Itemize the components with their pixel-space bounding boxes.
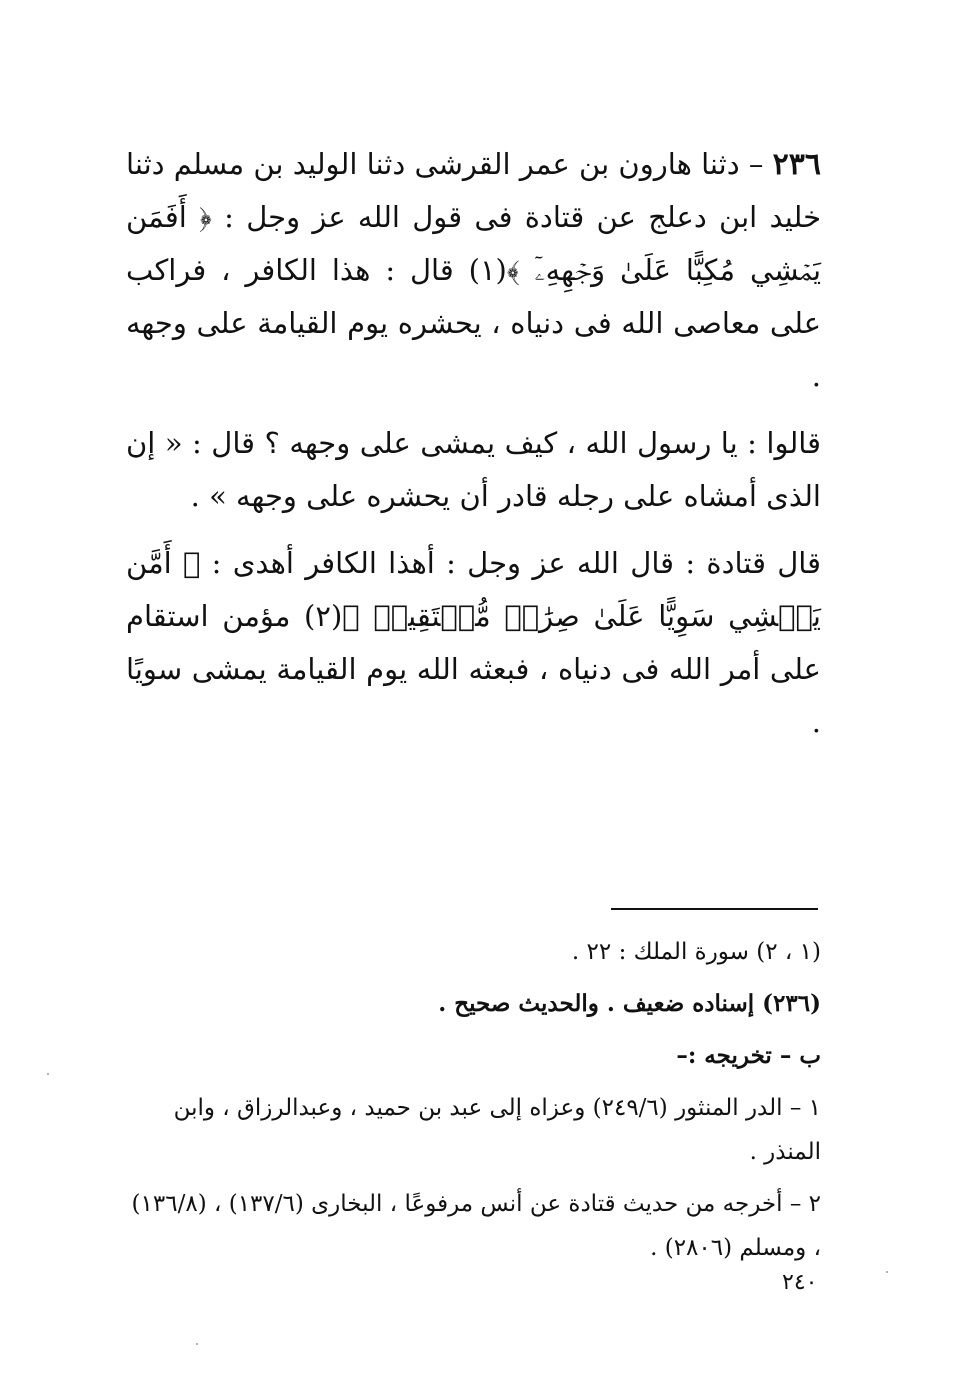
scan-speck <box>47 1073 49 1075</box>
scan-speck <box>196 1343 198 1345</box>
page-number: ٢٤٠ <box>782 1270 818 1295</box>
footnote-takhrij-heading: ب – تخريجه :– <box>676 1042 821 1069</box>
hadith-paragraph-3: قال قتادة : قال الله عز وجل : أهذا الكافر أهدى : ﴿ أَمَّن يَمۡشِي سَوِيًّا عَلَىٰ صِرَٰطٖ مُّسۡتَقِيمٖ ﴾(٢) مؤمن استقام على أمر الله فى دنياه ، فبعثه الله يوم القيامة يمشى سويًا . <box>126 546 821 739</box>
scan-speck <box>886 1271 888 1273</box>
hadith-text: – دثنا هارون بن عمر القرشى دثنا الوليد بن مسلم دثنا خليد ابن دعلج عن قتادة فى قول الله عز وجل : ﴿ أَفَمَن يَمۡشِي مُكِبًّا عَلَىٰ وَجۡهِهِۦٓ ﴾(١) قال : هذا الكافر ، فراكب على معاصى الله فى دنياه ، يحشره يوم القيامة على وجهه . <box>126 147 822 393</box>
footnote-divider <box>611 908 818 910</box>
footnote-takhrij-1: ١ – الدر المنثور (٢٤٩/٦) وعزاه إلى عبد بن حميد ، وعبدالرزاق ، وابن المنذر . <box>173 1095 821 1165</box>
hadith-paragraph-2: قالوا : يا رسول الله ، كيف يمشى على وجهه ؟ قال : « إن الذى أمشاه على رجله قادر أن يحشره على وجهه » . <box>126 426 821 513</box>
main-text <box>126 138 821 763</box>
footnote-isnad-grade: (٢٣٦) إسناده ضعيف . والحديث صحيح . <box>438 990 821 1017</box>
footnotes <box>126 930 821 1278</box>
hadith-number: ٢٣٦ <box>772 147 821 182</box>
hadith-paragraph <box>126 138 821 403</box>
footnote-quran-source: (١ ، ٢) سورة الملك : ٢٢ . <box>571 939 821 965</box>
footnote-takhrij-2: ٢ – أخرجه من حديث قتادة عن أنس مرفوعًا ، البخارى (١٣٧/٦) ، (١٣٦/٨) ، ومسلم (٢٨٠٦) . <box>131 1191 821 1261</box>
